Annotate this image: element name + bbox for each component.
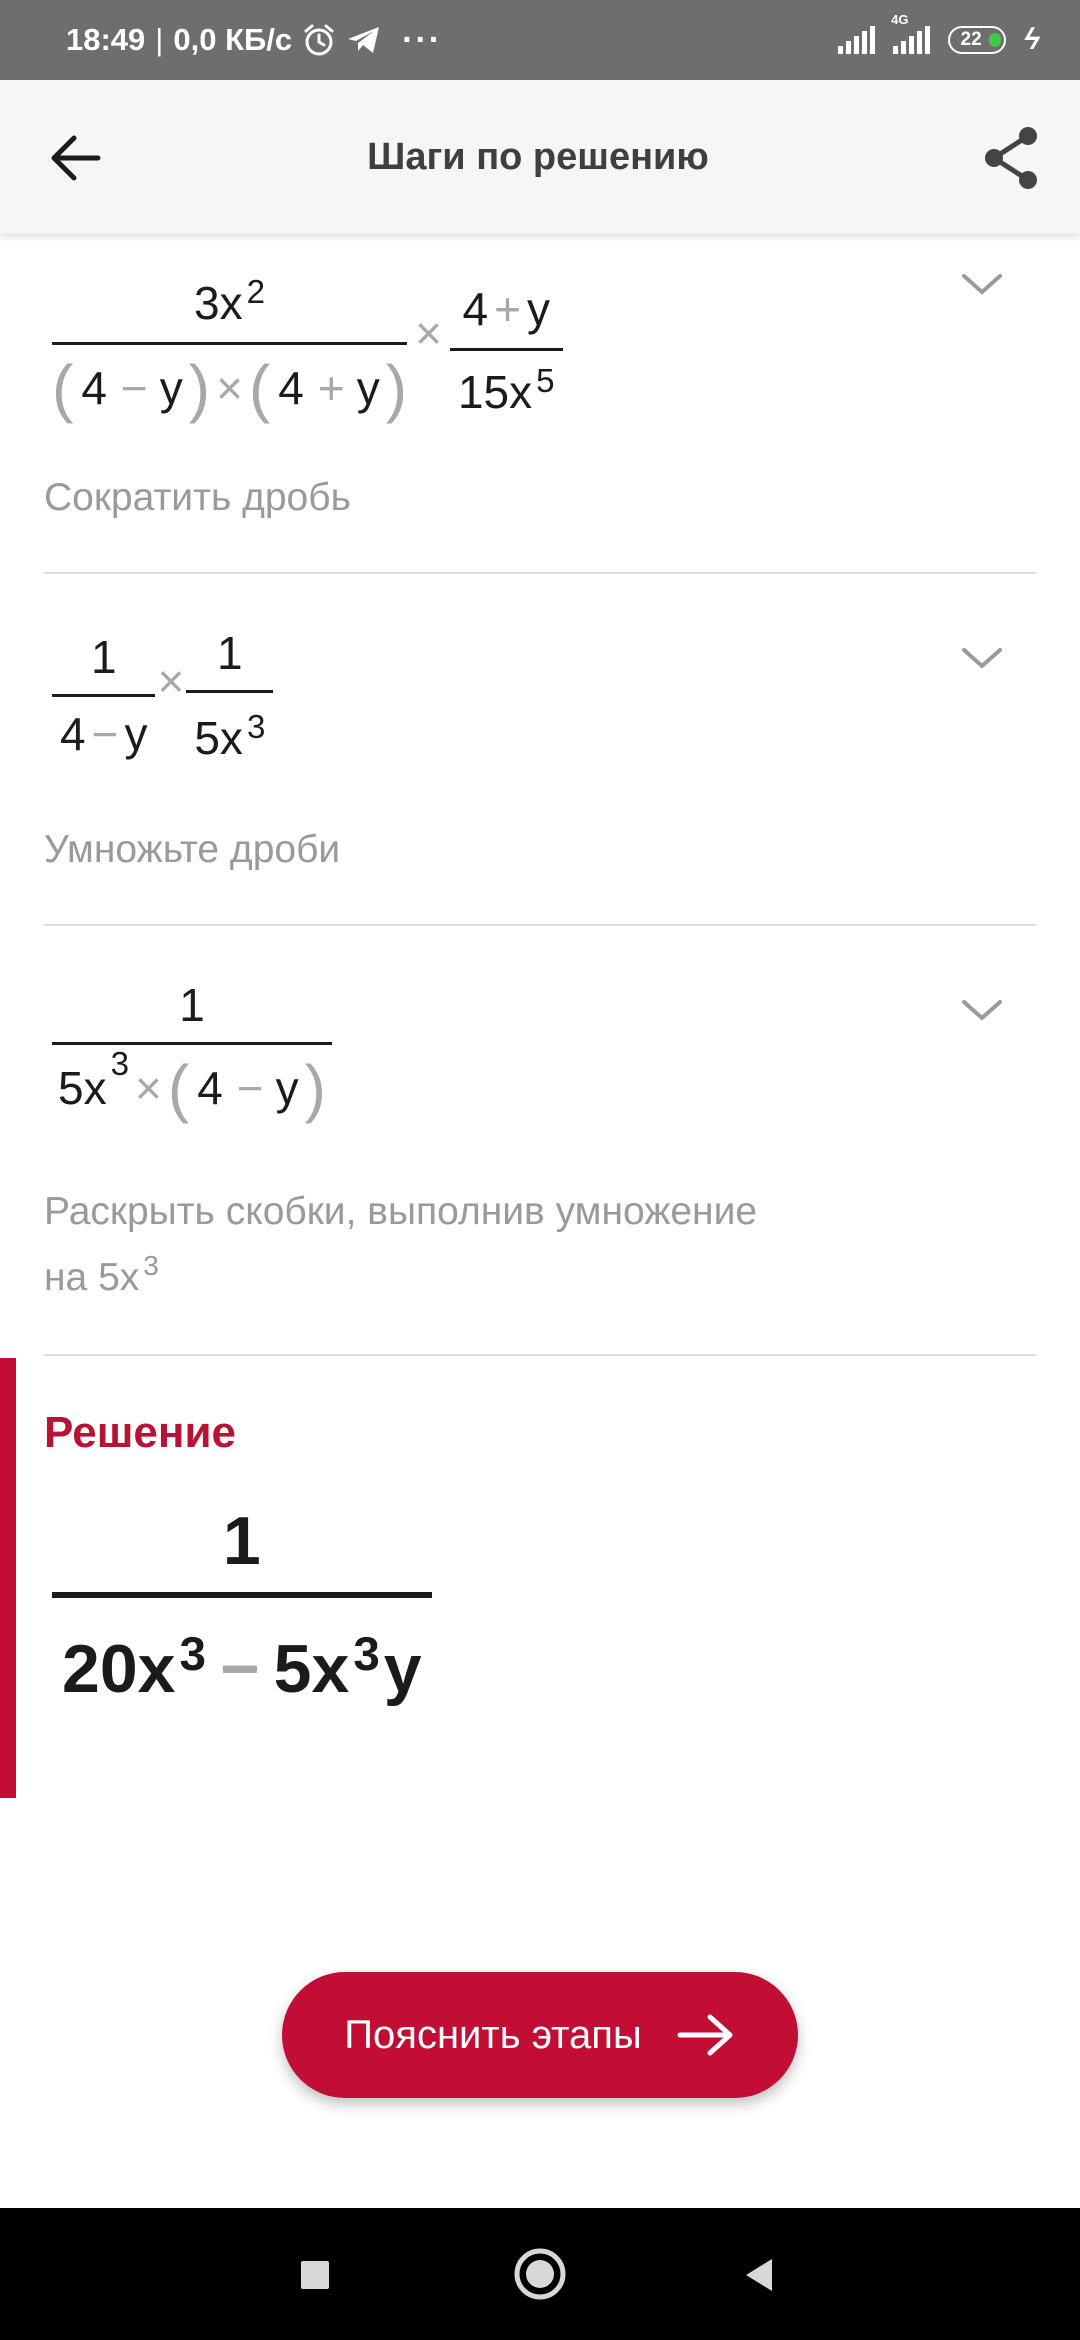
chevron-down-icon[interactable] (952, 638, 1012, 678)
square-icon[interactable] (290, 2250, 340, 2300)
step-3-description (44, 1184, 757, 1309)
math-term: y (383, 1631, 422, 1707)
math-term: 1 (179, 979, 205, 1031)
math-operator: + (494, 283, 521, 335)
share-icon[interactable] (974, 120, 1050, 196)
step-2-description: Умножьте дроби (44, 828, 341, 871)
math-term: 5x (273, 1631, 350, 1707)
math-term: 1 (90, 631, 117, 683)
battery-icon (948, 26, 1006, 54)
step-3-description-term: на 5x (44, 1256, 140, 1299)
paren: ) (304, 1052, 326, 1124)
fraction (52, 630, 155, 761)
math-exponent: 3 (246, 708, 266, 746)
step-3-description-line1: Раскрыть скобки, выполнив умножение (44, 1190, 758, 1233)
step-2[interactable] (44, 626, 1036, 956)
fraction (186, 626, 273, 765)
battery-level: 22 (960, 29, 982, 50)
solution-accent-bar (0, 1358, 16, 1798)
status-more-dots: ··· (402, 20, 443, 59)
math-term: 5x (58, 1062, 107, 1114)
paren: ) (188, 352, 211, 424)
math-exponent: 3 (353, 1627, 380, 1681)
status-right (838, 0, 1044, 80)
math-operator: − (91, 708, 119, 760)
math-term: 4 (462, 283, 489, 335)
math-operator: − (120, 362, 148, 414)
page-title: Шаги по решению (367, 135, 709, 178)
fraction (52, 273, 408, 425)
system-nav-bar (0, 2208, 1080, 2340)
math-term: y (275, 1062, 299, 1114)
math-term: y (124, 708, 148, 760)
charging-icon: ϟ (1020, 23, 1044, 56)
fraction (52, 978, 332, 1125)
network-type: 4G (891, 12, 909, 27)
circle-icon[interactable] (512, 2246, 568, 2302)
math-exponent: 3 (179, 1627, 206, 1681)
math-term: 1 (222, 1503, 261, 1579)
math-term: 1 (217, 627, 243, 679)
math-term: 20x (62, 1631, 176, 1707)
math-operator: × (135, 1062, 162, 1114)
step-1-expression (52, 273, 563, 425)
math-operator: × (415, 306, 442, 359)
arrow-right-icon (676, 2011, 736, 2059)
math-exponent: 5 (536, 362, 555, 400)
divider (44, 1354, 1036, 1356)
math-operator: + (317, 362, 345, 414)
divider (44, 924, 1036, 926)
math-exponent: 3 (143, 1249, 159, 1281)
math-term: 4 (60, 708, 86, 760)
chevron-down-icon[interactable] (952, 990, 1012, 1030)
math-term: 4 (278, 362, 304, 414)
math-term: 3x (194, 277, 243, 329)
cellular-signal-icon (891, 12, 930, 54)
step-3-description-line2 (44, 1250, 757, 1309)
fraction (52, 1502, 432, 1708)
step-3[interactable] (44, 978, 1036, 1358)
paren: ( (52, 352, 74, 424)
wifi-signal-icon (838, 26, 875, 54)
math-term: 4 (197, 1062, 223, 1114)
math-term: y (526, 283, 550, 335)
alarm-clock-icon (302, 23, 336, 57)
math-term: y (159, 362, 183, 414)
solution-label: Решение (44, 1408, 236, 1457)
paren: ) (385, 352, 408, 424)
math-term: 5x (194, 712, 243, 764)
math-operator: − (219, 1631, 260, 1707)
math-operator: × (216, 362, 243, 414)
telegram-icon (346, 24, 382, 56)
status-left (66, 0, 442, 80)
math-term: 15x (457, 366, 533, 418)
solution-expression (52, 1502, 432, 1708)
status-speed: 0,0 КБ/с (173, 22, 293, 57)
explain-steps-button[interactable] (282, 1972, 798, 2098)
chevron-down-icon[interactable] (952, 264, 1012, 304)
status-separator: | (155, 22, 164, 57)
triangle-back-icon[interactable] (736, 2250, 786, 2300)
math-operator: × (157, 654, 185, 707)
explain-steps-label: Пояснить этапы (344, 2012, 642, 2057)
step-2-expression (52, 626, 273, 765)
paren: ( (167, 1052, 190, 1124)
status-time: 18:49 (66, 22, 146, 57)
step-1[interactable] (44, 250, 1036, 580)
math-term: y (356, 362, 380, 414)
status-bar (0, 0, 1080, 80)
math-exponent: 3 (110, 1045, 130, 1083)
step-3-expression (52, 978, 332, 1125)
step-1-description: Сократить дробь (44, 476, 351, 519)
divider (44, 572, 1036, 574)
math-exponent: 2 (246, 273, 266, 311)
paren: ( (248, 352, 271, 424)
app-bar (0, 80, 1080, 234)
math-operator: − (236, 1062, 264, 1114)
math-term: 4 (81, 362, 107, 414)
fraction (450, 282, 563, 419)
